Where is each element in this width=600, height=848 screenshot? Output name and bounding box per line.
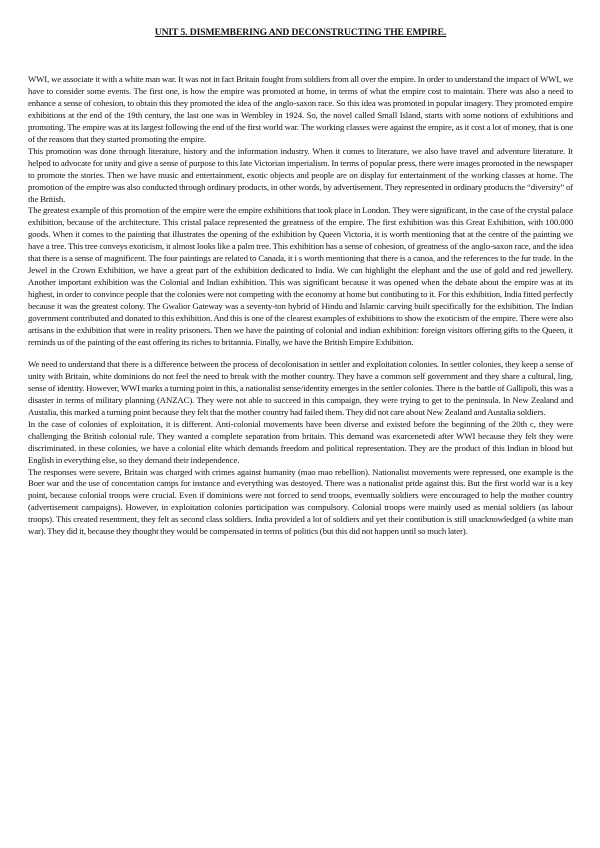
paragraph: The greatest example of this promotion of the empire were the empire exhibitions that took place in London. They were significant, in the case of the crystal palace exhibition, because of the architecture. This cristal palace represented the greatness of the empire. The first exhibition was this Great Exhibition, with 100.000 goods. When it comes to the painting that illustrates the opening of the exhibition by Queen Victoria, it is worth mentioning that at the centre of the painting we have a tree. This tree conveys exoticism, it almost looks like a palm tree. This exhibition has a sense of cohesion, of greatness of the anglo-saxon race, and the idea that there is a sense of magnificent. The four paintings are related to Canada, it i s worth mentioning that there is a canoa, and the references to the fur trade. In the Jewel in the Crown Exhibition, we have a great part of the exhibition dedicated to India. We can highlight the elephant and the use of gold and red jewellery. Another important exhibition was the Colonial and Indian exhibition. This was significant because it was opened when the debate about the empire was at its highest, in order to convince people that the colonies were not competing with the economy at home but contibuting to it. For this exhibition, India fitted perfectly because it was the greatest colony. The Gwalior Gateway was a seventy-ton hybrid of Hindu and Islamic carving built specifically for the exhibition. The Indian government contributed and donated to this exhibition. And this is one of the clearest examples of exhibitions to show the exoticism of the empire. There were also artisans in the exhibition that were in reality prisoners. Then we have the painting of colonial and indian exhibition: foreign visitors offering gifts to the Queen, it reminds us of the painting of the east offering its riches to britannia. Finally, we have the British Empire Exhibition. <box>28 205 573 347</box>
paragraph: The responses were severe, Britain was charged with crimes against humanity (mao mao rebellion). Nationalist movements were repressed, one example is the Boer war and the use of concentation camps for instance and everything was destoyed. There was a nationalist pride against this. But the first world war is a key point, because colonial troops were crucial. Even if dominions were not forced to send troops, eventually soldiers were encouraged to help the mother country (advertisement campaigns). However, in exploitation colonies participation was compulsory. Colonial troops were mainly used as menial soldiers (as labour troops). This created resentment, they felt as second class soldiers. India provided a lot of soldiers and yet their contibution is still unacknowledged (a white man war). They did it, because they thought they would be compensated in terms of politics (but this did not happen until so much later). <box>28 466 573 537</box>
paragraph: WWI, we associate it with a white man war. It was not in fact Britain fought from soldiers from all over the empire. In order to understand the impact of WWI, we have to consider some events. The first one, is how the empire was promoted at home, in terms of what the empire cost to maintain. There was also a need to enhance a sense of cohesion, to obtain this they promoted the idea of the anglo-saxon race. So this idea was promoted in popular imagery. They promoted empire exhibitions at the end of the 19th century, the last one was in Wembley in 1924. So, the novel called Small Island, starts with some notions of exhibitions and promoting. The empire was at its largest following the end of the first world war. The working classes were against the empire, as it cost a lot of money, that is one of the reasons that they started promoting the empire. <box>28 74 573 144</box>
paragraph: This promotion was done through literature, history and the information industry. When it comes to literature, we also have travel and adventure literature. It helped to advocate for unity and give a sense of purpose to this late Victorian imperialism. In terms of popular press, there were images promoted in the newspaper to promote the stories. Then we have music and entertainment, exotic objects and people are on display for entertainment of the working classes at home. The promotion of the empire was also conducted through ordinary products, in other words, by advertisement. They represented in ordinary products the “diversity” of the British. <box>28 145 573 204</box>
paragraph: We need to understand that there is a difference between the process of decolonisation in settler and exploitation colonies. In settler colonies, they keep a sense of unity with Britain, white dominions do not feel the need to break with the mother country. They have a common self government and they share a cultural, ling, sense of identity. However, WWI marks a turning point in this, a nationalist sense/identity emerges in the settler colonies. There is the battle of Gallipoli, this was a disaster in terms of military planning (ANZAC). They were not able to succeed in this campaign, they were trying to get to the peninsula. In New Zealand and Austalia, this marked a turning point because they felt that the mother country had failed them. They did not care about New Zealand and Austalia soldiers. <box>28 358 573 417</box>
paragraph: In the case of colonies of exploitation, it is different. Anti-colonial movements have been diverse and existed before the beginning of the 20th c, they were challenging the British colonial rule. They wanted a complete separation from britain. This demand was exarcenetedi after WWI because they felt they were discriminated. in these colonies, we have a colonial elite which demands freedom and political representation. They are the product of this Indian in blood but English in everything else, so they demand their independence. <box>28 418 573 465</box>
document-title: UNIT 5. DISMEMBERING AND DECONSTRUCTING THE EMPIRE. <box>154 27 447 38</box>
section-gap <box>28 349 573 359</box>
